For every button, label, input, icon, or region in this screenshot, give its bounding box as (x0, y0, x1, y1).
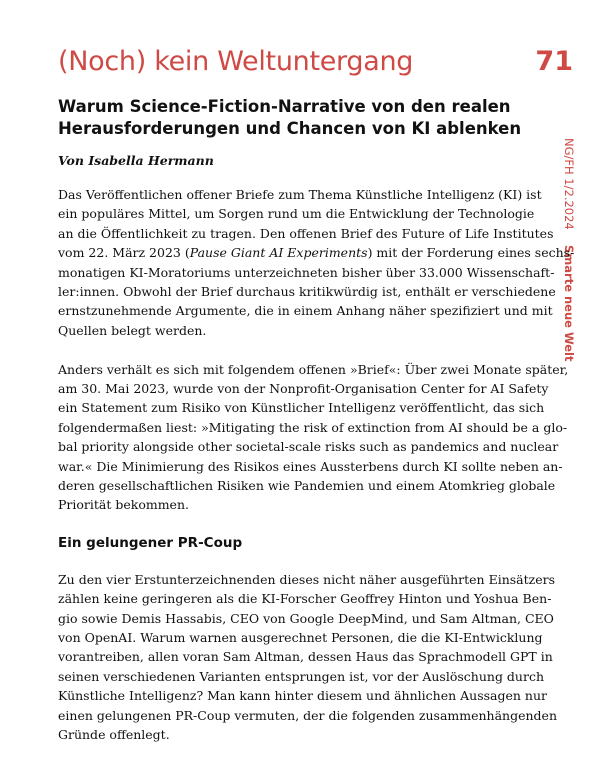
subtitle-line: Herausforderungen und Chancen von KI ablenken (58, 119, 522, 138)
byline: Von Isabella Hermann (58, 153, 214, 168)
text-line: ein populäres Mittel, um Sorgen rund um die Entwicklung der Technologie (58, 206, 535, 222)
paragraph (58, 360, 569, 515)
text-line: Anders verhält es sich mit folgendem offenen »Brief«: Über zwei Monate später, (58, 361, 569, 377)
text-line: gio sowie Demis Hassabis, CEO von Google DeepMind, und Sam Altman, CEO (58, 610, 554, 626)
text-line: zählen keine geringeren als die KI-Forscher Geoffrey Hinton und Yoshua Ben- (58, 591, 552, 607)
section-label: Smarte neue Welt (562, 245, 576, 362)
text-line: Das Veröffentlichen offener Briefe zum Thema Künstliche Intelligenz (KI) ist (58, 187, 542, 202)
text-segment: ) mit der Forderung eines sechs- (367, 245, 575, 261)
text-line: Künstliche Intelligenz? Man kann hinter diesem und ähnlichen Aussagen nur (58, 688, 547, 704)
text-line: Zu den vier Erstunterzeichnenden dieses nicht näher ausgeführten Einsätzers (58, 571, 556, 587)
text-line: an die Öffentlichkeit zu tragen. Den offenen Brief des Future of Life Institutes (58, 225, 554, 241)
text-line: am 30. Mai 2023, wurde von der Nonprofit-Organisation Center for AI Safety (58, 381, 549, 397)
text-line: vorantreiben, allen voran Sam Altman, dessen Haus das Sprachmodell GPT in (58, 649, 553, 665)
article-title: (Noch) kein Weltuntergang (58, 46, 414, 77)
text-line: von OpenAI. Warum warnen ausgerechnet Personen, die die KI-Entwicklung (58, 629, 543, 645)
emphasis-title: Pause Giant AI Experiments (189, 245, 368, 261)
text-line: bal priority alongside other societal-scale risks such as pandemics and nuclear (58, 439, 559, 455)
text-line: deren gesellschaftlichen Risiken wie Pandemien und einem Atomkrieg globale (58, 478, 556, 494)
page-number: 71 (535, 46, 573, 77)
text-line (58, 243, 575, 262)
text-line: folgendermaßen liest: »Mitigating the risk of extinction from AI should be a glo- (58, 419, 568, 435)
text-line: Quellen belegt werden. (58, 322, 207, 338)
section-heading: Ein gelungener PR-Coup (58, 535, 243, 552)
text-line: ein Statement zum Risiko von Künstlicher Intelligenz veröffentlicht, das sich (58, 400, 545, 416)
text-line: monatigen KI-Moratoriums unterzeichneten bisher über 33.000 Wissenschaft- (58, 264, 555, 280)
issue-label: NG/FH 1/2.2024 (562, 138, 576, 230)
text-line: Priorität bekommen. (58, 497, 189, 513)
article-subtitle (58, 96, 528, 140)
text-line: war.« Die Minimierung des Risikos eines Aussterbens durch KI sollte neben an- (58, 458, 563, 474)
subtitle-line: Warum Science-Fiction-Narrative von den realen (58, 97, 511, 116)
text-line: einen gelungenen PR-Coup vermuten, der die folgenden zusammenhängenden (58, 707, 558, 723)
text-line: seinen verschiedenen Varianten entsprungen ist, vor der Auslöschung durch (58, 668, 544, 684)
text-segment: vom 22. März 2023 ( (58, 245, 190, 261)
text-line: Gründe offenlegt. (58, 726, 170, 742)
text-line: ler:innen. Obwohl der Brief durchaus kritikwürdig ist, enthält er verschiedene (58, 284, 556, 300)
text-line: ernstzunehmende Argumente, die in einem Anhang näher spezifiziert und mit (58, 303, 553, 319)
paragraph (58, 570, 558, 745)
